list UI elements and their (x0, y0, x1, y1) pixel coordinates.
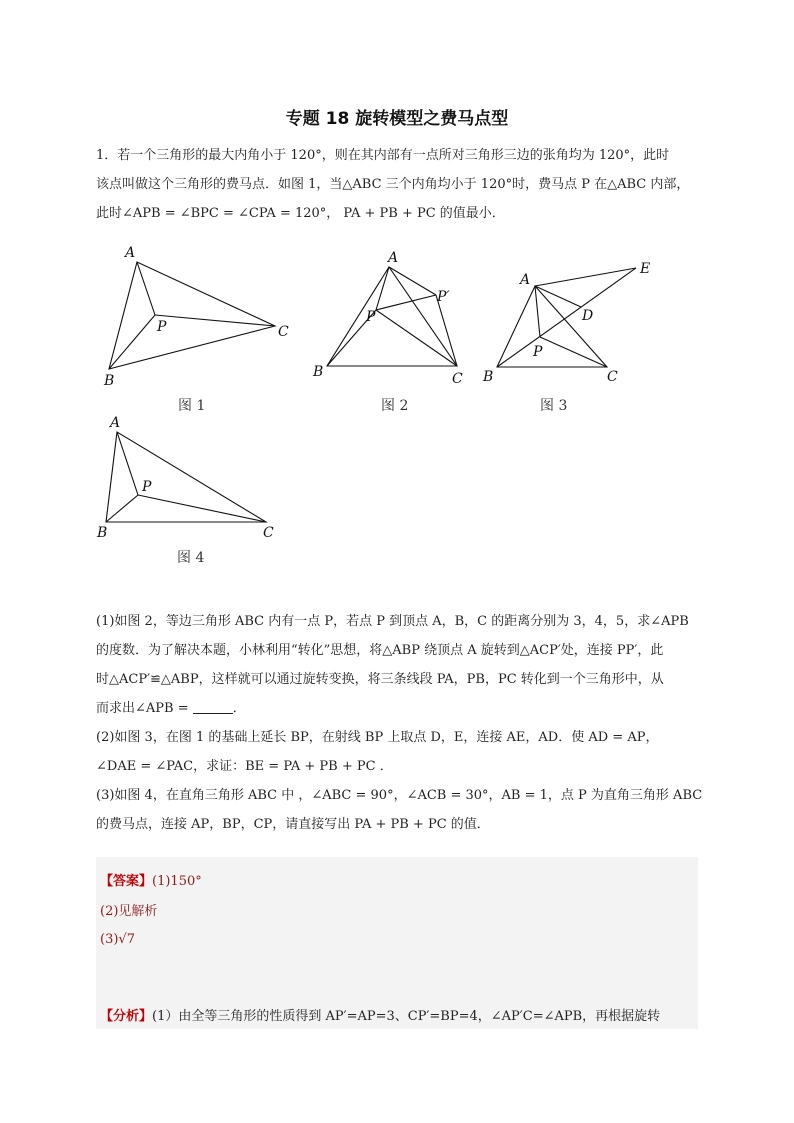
figure-4-caption: 图 4 (177, 550, 205, 566)
answer-3-prefix: (3) (100, 932, 119, 947)
intro-line-3: 此时∠APB = ∠BPC = ∠CPA = 120°， PA + PB + PC 的值最小． (96, 206, 505, 221)
fig1-label-a: A (125, 245, 136, 261)
answer-tag: 【答案】 (100, 874, 153, 889)
answer-1: (1)150° (152, 874, 202, 889)
question-2-line-1: (2)如图 3，在图 1 的基础上延长 BP，在射线 BP 上取点 D，E，连接 AE，AD．使 AD = AP， (96, 730, 659, 745)
analysis-line (100, 1005, 660, 1024)
fig4-label-a: A (110, 415, 121, 431)
question-1-line-4 (96, 694, 706, 723)
answer-line-1 (100, 870, 202, 889)
answer-line-2 (100, 900, 157, 919)
intro-line-2: 该点叫做这个三角形的费马点．如图 1，当△ABC 三个内角均小于 120°时，费马点 P 在△ABC 内部， (96, 177, 690, 192)
fig3-label-c: C (607, 369, 618, 385)
figure-2-caption: 图 2 (381, 398, 409, 414)
fig2-label-p-prime: P′ (437, 289, 450, 305)
fig2-label-c: C (452, 371, 463, 387)
question-1-line-2: 的度数．为了解决本题，小林利用“转化”思想，将△ABP 绕顶点 A 旋转到△ACP′处，连接 PP′，此 (96, 643, 664, 658)
fig2-label-p: P (366, 309, 376, 325)
questions-block (96, 607, 706, 839)
figure-1-caption: 图 1 (178, 398, 206, 414)
answer-3-value: √7 (118, 932, 135, 947)
fig4-label-b: B (97, 525, 108, 541)
answer-line-3 (100, 932, 135, 947)
intro-line-1: 1．若一个三角形的最大内角小于 120°，则在其内部有一点所对三角形三边的张角均为 120°，此时 (96, 148, 670, 163)
fig3-label-p: P (533, 344, 543, 360)
question-1-line-1: (1)如图 2，等边三角形 ABC 内有一点 P，若点 P 到顶点 A，B，C 的距离分别为 3，4，5，求∠APB (96, 614, 689, 629)
analysis-tag: 【分析】 (100, 1009, 153, 1024)
answer-2: (2)见解析 (100, 904, 158, 919)
fig1-label-p: P (157, 319, 167, 335)
fig4-label-p: P (142, 479, 152, 495)
fig1-label-b: B (104, 373, 115, 389)
fig3-label-a: A (520, 272, 531, 288)
fig2-label-a: A (388, 250, 399, 266)
question-1-suffix: ． (232, 701, 246, 716)
question-3-line-1: (3)如图 4，在直角三角形 ABC 中 ，∠ABC = 90°，∠ACB = 30°，AB = 1，点 P 为直角三角形 ABC (96, 788, 703, 803)
question-2-line-2: ∠DAE = ∠PAC，求证：BE = PA + PB + PC ． (96, 759, 393, 774)
answer-blank (193, 699, 233, 714)
fig1-label-c: C (278, 324, 289, 340)
fig3-label-b: B (483, 369, 494, 385)
document-title: 专题 18 旋转模型之费马点型 (285, 109, 509, 129)
question-1-line-4-text: 而求出∠APB = (96, 701, 189, 716)
fig3-label-e: E (640, 261, 651, 277)
question-1-line-3: 时△ACP′≌△ABP，这样就可以通过旋转变换，将三条线段 PA，PB，PC 转化到一个三角形中，从 (96, 672, 664, 687)
fig3-label-d: D (582, 308, 594, 324)
question-3-line-2: 的费马点，连接 AP，BP，CP，请直接写出 PA + PB + PC 的值． (96, 817, 490, 832)
fig2-label-b: B (313, 364, 324, 380)
figure-3-caption: 图 3 (540, 398, 568, 414)
analysis-text: (1）由全等三角形的性质得到 AP′=AP=3、CP′=BP=4，∠AP′C=∠APB，再根据旋转 (152, 1009, 661, 1024)
fig4-label-c: C (263, 525, 274, 541)
